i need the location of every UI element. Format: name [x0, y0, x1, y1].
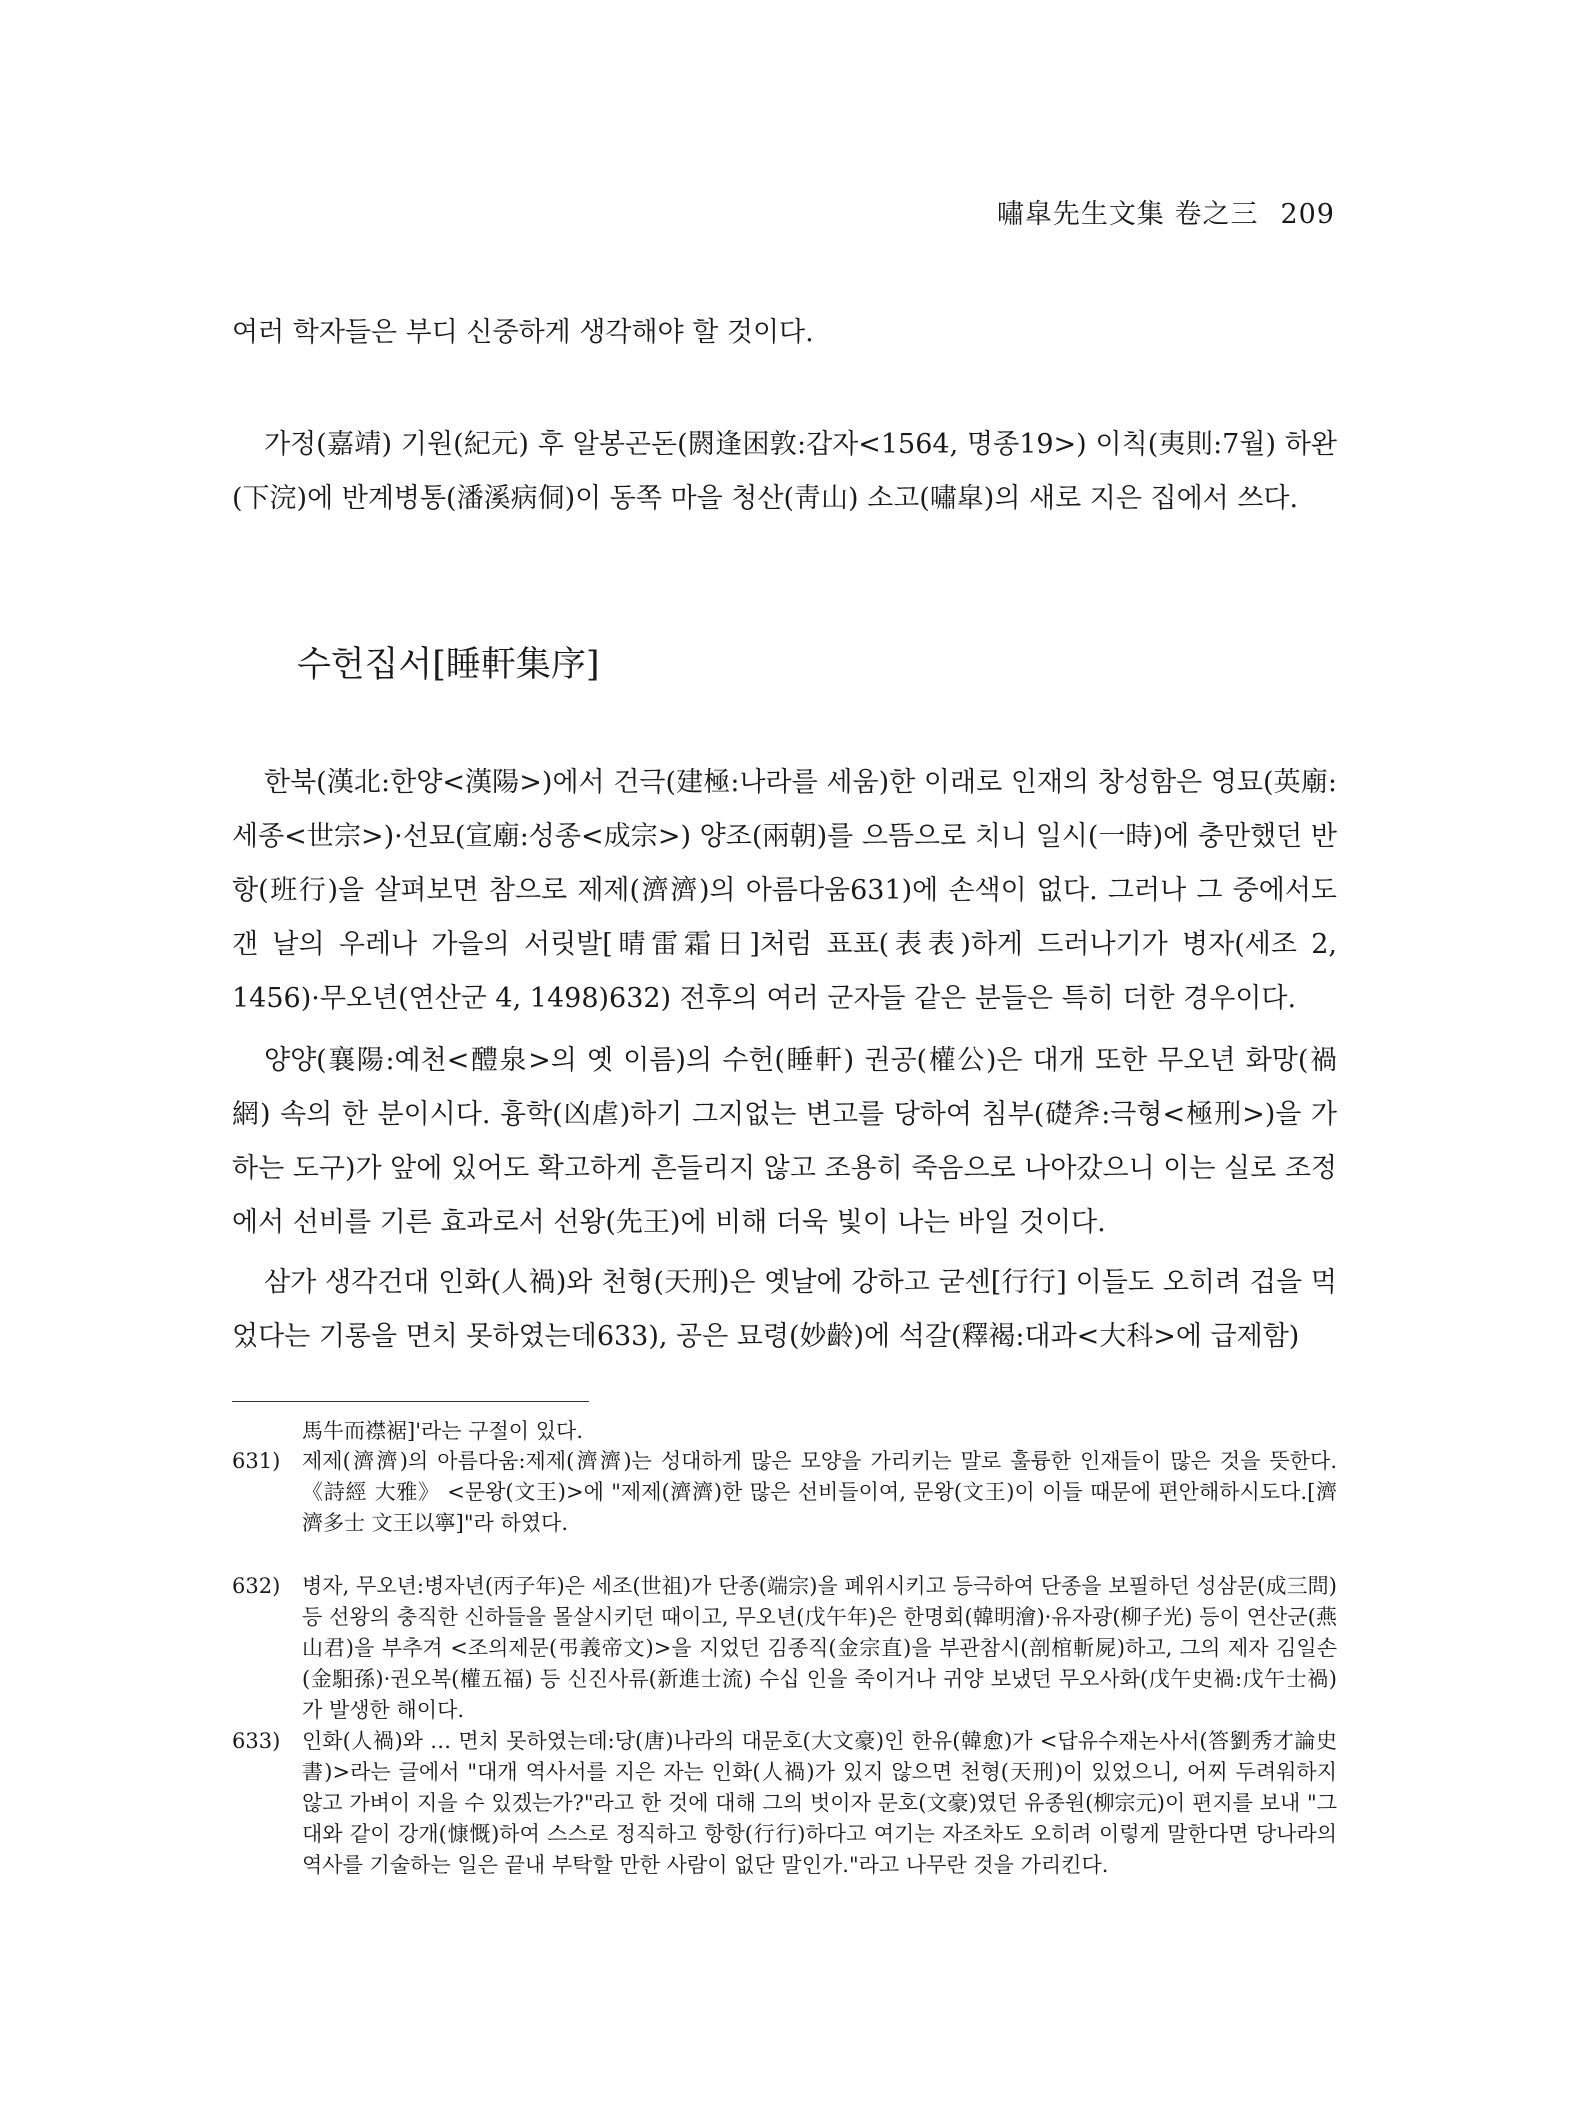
paragraph-2: 양양(襄陽:예천<醴泉>의 옛 이름)의 수헌(睡軒) 권공(權公)은 대개 또한 무오년 화망(禍網) 속의 한 분이시다. 흉학(凶虐)하기 그지없는 변고를 당하여 침부(礎斧:극형<極刑>)을 가하는 도구)가 앞에 있어도 확고하게 흔들리지 않고 조용히 죽음으로 나아갔으니 이는 실로 조정에서 선비를 기른 효과로서 선왕(先王)에 비해 더욱 빛이 나는 바일 것이다. [232, 1045, 1337, 1238]
paragraph-closing-remark: 여러 학자들은 부디 신중하게 생각해야 할 것이다. [232, 317, 814, 348]
footnote-number: 632) [232, 1574, 281, 1598]
paragraph-colophon: 가정(嘉靖) 기원(紀元) 후 알봉곤돈(閼逢困敦:갑자<1564, 명종19>) 이칙(夷則:7월) 하완(下浣)에 반계병통(潘溪病侗)이 동쪽 마을 청산(靑山) 소고(嘯皐)의 새로 지은 집에서 쓰다. [232, 429, 1337, 514]
section-title: 수헌집서[睡軒集序] [297, 645, 600, 685]
page-number: 209 [1280, 199, 1335, 230]
footnote-continuation: 馬牛而襟裾]'라는 구절이 있다. [302, 1419, 583, 1443]
footnote-number: 633) [232, 1729, 281, 1753]
footnote-text: 병자, 무오년:병자년(丙子年)은 세조(世祖)가 단종(端宗)을 폐위시키고 등극하여 단종을 보필하던 성삼문(成三問) 등 선왕의 충직한 신하들을 몰살시키던 때이고, 무오년(戊午年)은 한명회(韓明澮)·유자광(柳子光) 등이 연산군(燕山君)을 부추겨 <조의제문(弔義帝文)>을 지었던 김종직(金宗直)을 부관참시(剖棺斬屍)하고, 그의 제자 김일손(金馹孫)·권오복(權五福) 등 신진사류(新進士流) 수십 인을 죽이거나 귀양 보냈던 무오사화(戊午史禍:戊午士禍)가 발생한 해이다. [302, 1574, 1337, 1722]
running-header [997, 192, 1335, 231]
footnote-633 [232, 1726, 1337, 1881]
footnote-632 [232, 1571, 1337, 1726]
footnote-text: 인화(人禍)와 … 면치 못하였는데:당(唐)나라의 대문호(大文豪)인 한유(韓愈)가 <답유수재논사서(答劉秀才論史書)>라는 글에서 "대개 역사서를 지은 자는 인화(人禍)가 있지 않으면 천형(天刑)이 있었으니, 어찌 두려워하지 않고 가벼이 지을 수 있겠는가?"라고 한 것에 대해 그의 벗이자 문호(文豪)였던 유종원(柳宗元)이 편지를 보내 "그대와 같이 강개(慷慨)하여 스스로 정직하고 항항(行行)하다고 여기는 자조차도 오히려 이렇게 말한다면 당나라의 역사를 기술하는 일은 끝내 부탁할 만한 사람이 없단 말인가."라고 나무란 것을 가리킨다. [302, 1729, 1337, 1877]
book-title: 嘯皐先生文集 卷之三 [996, 199, 1259, 230]
footnote-text: 제제(濟濟)의 아름다움:제제(濟濟)는 성대하게 많은 모양을 가리키는 말로 훌륭한 인재들이 많은 것을 뜻한다. 《詩經 大雅》 <문왕(文王)>에 "제제(濟濟)한 많은 선비들이여, 문왕(文王)이 이들 때문에 편안해하시도다.[濟濟多士 文王以寧]"라 하였다. [302, 1449, 1337, 1535]
paragraph-1: 한북(漢北:한양<漢陽>)에서 건극(建極:나라를 세움)한 이래로 인재의 창성함은 영묘(英廟:세종<世宗>)·선묘(宣廟:성종<成宗>) 양조(兩朝)를 으뜸으로 치니 일시(一時)에 충만했던 반항(班行)을 살펴보면 참으로 제제(濟濟)의 아름다움631)에 손색이 없다. 그러나 그 중에서도 갠 날의 우레나 가을의 서릿발[晴雷霜日]처럼 표표(表表)하게 드러나기가 병자(세조 2, 1456)·무오년(연산군 4, 1498)632) 전후의 여러 군자들 같은 분들은 특히 더한 경우이다. [232, 767, 1337, 1014]
footnote-number: 631) [232, 1449, 281, 1473]
paragraph-3: 삼가 생각건대 인화(人禍)와 천형(天刑)은 옛날에 강하고 굳센[行行] 이들도 오히려 겁을 먹었다는 기롱을 면치 못하였는데633), 공은 묘령(妙齡)에 석갈(釋褐:대과<大科>에 급제함) [232, 1267, 1337, 1352]
footnote-631 [232, 1446, 1337, 1539]
footnote-divider [232, 1401, 589, 1402]
